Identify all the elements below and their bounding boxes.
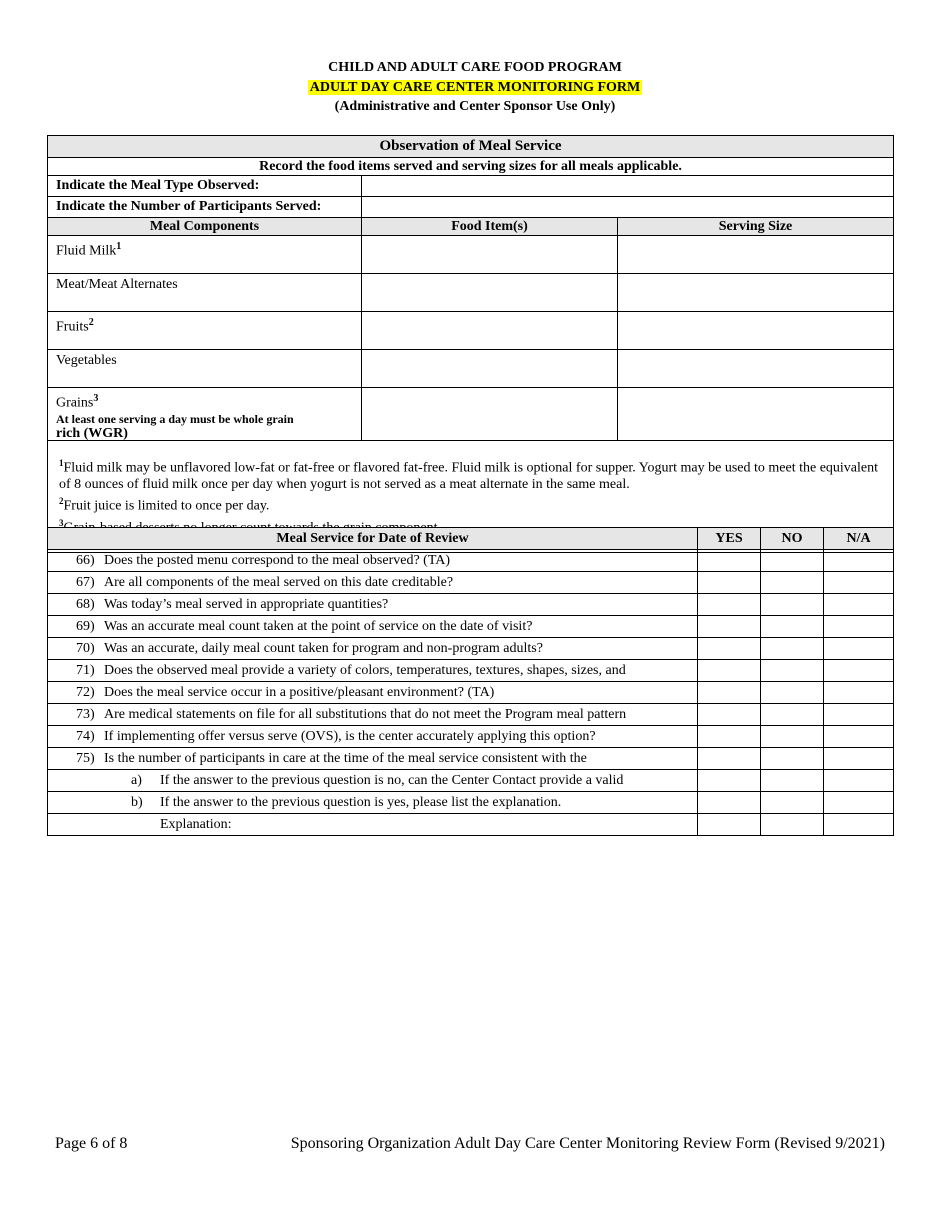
no-cell[interactable] bbox=[761, 594, 824, 616]
question-row: 74) If implementing offer versus serve (OVS), is the center accurately applying this option? bbox=[48, 726, 894, 748]
meal-type-label: Indicate the Meal Type Observed: bbox=[48, 176, 362, 197]
na-cell[interactable] bbox=[824, 682, 894, 704]
subquestion-text: If the answer to the previous question is no, can the Center Contact provide a valid bbox=[160, 773, 624, 788]
no-cell[interactable] bbox=[761, 748, 824, 770]
question-row: 66) Does the posted menu correspond to the meal observed? (TA) bbox=[48, 550, 894, 572]
food-item-cell[interactable] bbox=[362, 388, 618, 441]
component-name: Vegetables bbox=[56, 353, 117, 368]
serving-size-cell[interactable] bbox=[618, 388, 894, 441]
component-name: Fruits bbox=[56, 319, 89, 335]
question-text: Was an accurate meal count taken at the point of service on the date of visit? bbox=[104, 619, 533, 634]
yes-cell[interactable] bbox=[698, 748, 761, 770]
component-name: Fluid Milk bbox=[56, 243, 117, 259]
no-cell[interactable] bbox=[761, 726, 824, 748]
question-row: 75) Is the number of participants in care at the time of the meal service consistent with the bbox=[48, 748, 894, 770]
na-cell[interactable] bbox=[824, 660, 894, 682]
yes-cell[interactable] bbox=[698, 792, 761, 814]
yes-cell[interactable] bbox=[698, 660, 761, 682]
yes-cell[interactable] bbox=[698, 704, 761, 726]
subquestion-row: a) If the answer to the previous question is no, can the Center Contact provide a valid bbox=[48, 770, 894, 792]
question-text: Does the meal service occur in a positive/pleasant environment? (TA) bbox=[104, 685, 495, 700]
no-cell[interactable] bbox=[761, 704, 824, 726]
no-cell[interactable] bbox=[761, 660, 824, 682]
question-text: Is the number of participants in care at the time of the meal service consistent with the bbox=[104, 751, 587, 766]
yes-cell[interactable] bbox=[698, 726, 761, 748]
subquestion-row: b) If the answer to the previous question is yes, please list the explanation. bbox=[48, 792, 894, 814]
component-name: Meat/Meat Alternates bbox=[56, 277, 178, 292]
grains-note-wgr: rich (WGR) bbox=[56, 425, 128, 441]
na-cell[interactable] bbox=[824, 638, 894, 660]
subquestion-text: If the answer to the previous question is yes, please list the explanation. bbox=[160, 795, 562, 810]
footer-form-title: Sponsoring Organization Adult Day Care Center Monitoring Review Form (Revised 9/2021) bbox=[290, 1135, 885, 1152]
yes-cell[interactable] bbox=[698, 682, 761, 704]
question-row: 67) Are all components of the meal served on this date creditable? bbox=[48, 572, 894, 594]
question-row: 72) Does the meal service occur in a positive/pleasant environment? (TA) bbox=[48, 682, 894, 704]
serving-size-cell[interactable] bbox=[618, 312, 894, 350]
na-cell[interactable] bbox=[824, 616, 894, 638]
observation-subtitle: Record the food items served and serving sizes for all meals applicable. bbox=[48, 158, 894, 176]
no-cell[interactable] bbox=[761, 550, 824, 572]
form-use-note: (Administrative and Center Sponsor Use Only) bbox=[334, 99, 616, 114]
question-row: 68) Was today’s meal served in appropriate quantities? bbox=[48, 594, 894, 616]
question-text: If implementing offer versus serve (OVS), is the center accurately applying this option? bbox=[104, 729, 596, 744]
participants-label: Indicate the Number of Participants Served: bbox=[48, 197, 362, 218]
question-text: Are medical statements on file for all substitutions that do not meet the Program meal pattern bbox=[104, 707, 627, 722]
na-cell[interactable] bbox=[824, 572, 894, 594]
footnote-3: 3 bbox=[59, 517, 64, 528]
yes-cell[interactable] bbox=[698, 572, 761, 594]
footnote-ref: 3 bbox=[93, 393, 99, 404]
question-row: 70) Was an accurate, daily meal count taken for program and non-program adults? bbox=[48, 638, 894, 660]
review-table bbox=[47, 527, 894, 836]
na-cell[interactable] bbox=[824, 594, 894, 616]
yes-cell[interactable] bbox=[698, 814, 761, 836]
na-cell[interactable] bbox=[824, 550, 894, 572]
no-cell[interactable] bbox=[761, 616, 824, 638]
question-text: Was an accurate, daily meal count taken for program and non-program adults? bbox=[104, 641, 543, 656]
footnote-ref: 2 bbox=[88, 317, 94, 328]
question-text: Does the posted menu correspond to the meal observed? (TA) bbox=[104, 553, 451, 568]
na-cell[interactable] bbox=[824, 814, 894, 836]
na-cell[interactable] bbox=[824, 792, 894, 814]
na-cell[interactable] bbox=[824, 770, 894, 792]
observation-table bbox=[47, 135, 894, 553]
observation-title: Observation of Meal Service bbox=[48, 136, 894, 158]
question-row: 71) Does the observed meal provide a variety of colors, temperatures, textures, shapes, sizes, and bbox=[48, 660, 894, 682]
yes-cell[interactable] bbox=[698, 550, 761, 572]
participants-field[interactable] bbox=[362, 197, 894, 218]
yes-cell[interactable] bbox=[698, 770, 761, 792]
na-cell[interactable] bbox=[824, 726, 894, 748]
food-item-cell[interactable] bbox=[362, 350, 618, 388]
explanation-label: Explanation: bbox=[48, 814, 698, 836]
question-text: Does the observed meal provide a variety of colors, temperatures, textures, shapes, sizes, and bbox=[104, 663, 626, 678]
component-row bbox=[48, 236, 894, 274]
yes-cell[interactable] bbox=[698, 616, 761, 638]
component-name: Grains bbox=[56, 395, 94, 411]
question-row: 73) Are medical statements on file for all substitutions that do not meet the Program meal pattern bbox=[48, 704, 894, 726]
na-cell[interactable] bbox=[824, 748, 894, 770]
grains-note: At least one serving a day must be whole grain bbox=[56, 411, 294, 426]
component-row bbox=[48, 274, 894, 312]
col-review-title: Meal Service for Date of Review bbox=[48, 528, 698, 550]
meal-type-field[interactable] bbox=[362, 176, 894, 197]
form-title-highlight: ADULT DAY CARE CENTER MONITORING FORM bbox=[309, 79, 641, 95]
program-title: CHILD AND ADULT CARE FOOD PROGRAM bbox=[328, 60, 622, 75]
col-food-items: Food Item(s) bbox=[362, 218, 618, 236]
component-row bbox=[48, 350, 894, 388]
form-header bbox=[0, 58, 950, 117]
serving-size-cell[interactable] bbox=[618, 274, 894, 312]
component-row bbox=[48, 388, 894, 441]
na-cell[interactable] bbox=[824, 704, 894, 726]
col-na: N/A bbox=[824, 528, 894, 550]
page-number: Page 6 of 8 bbox=[55, 1135, 128, 1152]
footnote-1: $^1$Fluid milk may be unflavored low-fat or fat-free or flavored fat-free. Fluid milk is optional for supper. Yogurt may be used to meet the equivalent of 8 ounces of fluid milk once per day when yogurt is not served as a meat alternate in the same meal. bbox=[59, 457, 879, 493]
no-cell[interactable] bbox=[761, 572, 824, 594]
no-cell[interactable] bbox=[761, 638, 824, 660]
question-text: Are all components of the meal served on this date creditable? bbox=[104, 575, 454, 590]
component-row bbox=[48, 312, 894, 350]
serving-size-cell[interactable] bbox=[618, 236, 894, 274]
col-no: NO bbox=[761, 528, 824, 550]
yes-cell[interactable] bbox=[698, 594, 761, 616]
col-meal-components: Meal Components bbox=[48, 218, 362, 236]
no-cell[interactable] bbox=[761, 792, 824, 814]
no-cell[interactable] bbox=[761, 814, 824, 836]
question-row: 69) Was an accurate meal count taken at the point of service on the date of visit? bbox=[48, 616, 894, 638]
food-item-cell[interactable] bbox=[362, 312, 618, 350]
serving-size-cell[interactable] bbox=[618, 350, 894, 388]
food-item-cell[interactable] bbox=[362, 236, 618, 274]
food-item-cell[interactable] bbox=[362, 274, 618, 312]
col-serving-size: Serving Size bbox=[618, 218, 894, 236]
no-cell[interactable] bbox=[761, 770, 824, 792]
explanation-row bbox=[48, 814, 894, 836]
col-yes: YES bbox=[698, 528, 761, 550]
no-cell[interactable] bbox=[761, 682, 824, 704]
footnote-ref: 1 bbox=[116, 241, 122, 252]
question-text: Was today’s meal served in appropriate quantities? bbox=[104, 597, 389, 612]
yes-cell[interactable] bbox=[698, 638, 761, 660]
footnote-2: $^2$Fruit juice is limited to once per day. bbox=[59, 496, 270, 514]
